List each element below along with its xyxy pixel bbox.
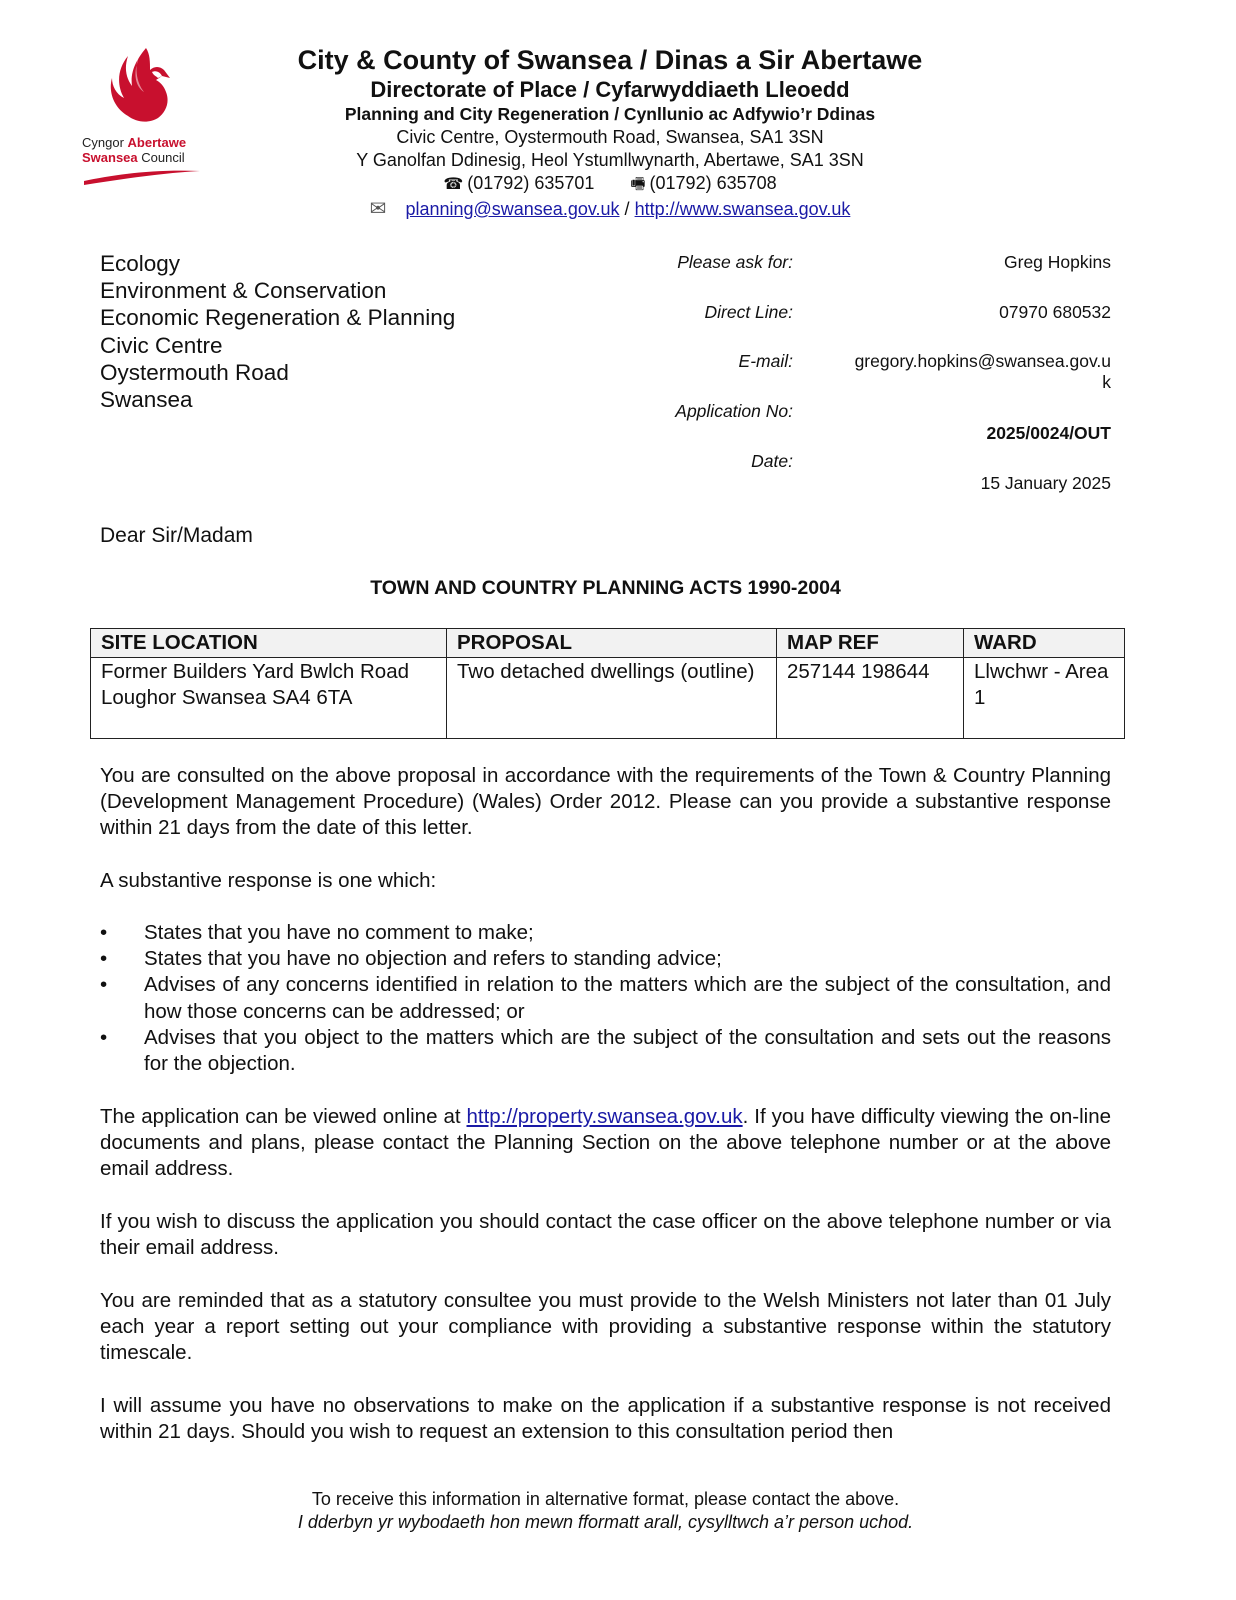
consultation-paragraph: You are consulted on the above proposal in accordance with the requirements of the Town & Country Planning (Development Management Procedure) (Wales) Order 2012. Please can you provide a substantive response within 21 days from the date of this letter. (100, 764, 1111, 840)
logo-welsh-name: Cyngor Abertawe (82, 135, 187, 150)
ward: Llwchwr - Area 1 (964, 658, 1125, 739)
header-site-location: SITE LOCATION (91, 629, 447, 658)
letterhead (280, 44, 940, 222)
page-footer (0, 1488, 1211, 1534)
header-ward: WARD (964, 629, 1125, 658)
list-item: • States that you have no objection and refers to standing advice; (100, 947, 722, 971)
department: Planning and City Regeneration / Cynllunio ac Adfywio’r Ddinas (344, 104, 876, 124)
fax-icon: 🖷 (630, 176, 646, 193)
council-logo (78, 42, 210, 192)
substantive-intro: A substantive response is one which: (100, 869, 437, 892)
application-no-value: 2025/0024/OUT (986, 423, 1111, 443)
application-table (90, 628, 1125, 739)
recipient-address (100, 250, 455, 413)
response-criteria-list (100, 920, 1111, 1077)
address-welsh: Y Ganolfan Ddinesig, Heol Ystumllwynarth, Abertawe, SA1 3SN (356, 150, 864, 170)
phoenix-icon (106, 42, 182, 134)
planning-email-link[interactable]: planning@swansea.gov.uk (405, 199, 620, 219)
case-officer-paragraph: If you wish to discuss the application you should contact the case officer on the above telephone number or via their email address. (100, 1210, 1111, 1260)
date-label: Date: (751, 451, 793, 471)
logo-swoosh (82, 167, 202, 187)
phone-icon: ☎ (443, 176, 464, 193)
salutation: Dear Sir/Madam (100, 524, 253, 547)
online-viewing-paragraph: The application can be viewed online at http://property.swansea.gov.uk. If you have difficulty viewing the on-line documents and plans, please contact the Planning Section on the above telephone number or at the above email address. (100, 1105, 1111, 1181)
ask-for-label: Please ask for: (677, 252, 793, 272)
recipient-line: Economic Regeneration & Planning (100, 305, 456, 331)
address-english: Civic Centre, Oystermouth Road, Swansea, SA1 3SN (396, 127, 824, 147)
direct-line-value: 07970 680532 (999, 302, 1111, 322)
application-no-label: Application No: (675, 401, 793, 421)
direct-line-label: Direct Line: (704, 302, 793, 322)
email-label: E-mail: (738, 351, 793, 371)
map-ref: 257144 198644 (777, 658, 964, 739)
link-separator: / (624, 199, 630, 219)
header-proposal: PROPOSAL (447, 629, 777, 658)
property-portal-link[interactable]: http://property.swansea.gov.uk (466, 1105, 743, 1128)
list-item: • Advises of any concerns identified in relation to the matters which are the subject of the consultation, and how those concerns can be addressed; or (100, 973, 1111, 1023)
recipient-line: Swansea (100, 387, 193, 413)
recipient-line: Oystermouth Road (100, 359, 289, 385)
directorate: Directorate of Place / Cyfarwyddiaeth Lleoedd (370, 77, 850, 102)
list-item: • States that you have no comment to make; (100, 921, 534, 944)
table-header-row (91, 629, 1125, 658)
footer-welsh: I dderbyn yr wybodaeth hon mewn fformatt arall, cysylltwch a’r person uchod. (297, 1512, 914, 1532)
list-item: • Advises that you object to the matters which are the subject of the consultation and sets out the reasons for the objection. (100, 1025, 1111, 1076)
statutory-reminder-paragraph: You are reminded that as a statutory consultee you must provide to the Welsh Ministers not later than 01 July each year a report setting out your compliance with providing a substantive response within the statutory timescale. (100, 1289, 1111, 1365)
logo-english-name: Swansea Council (82, 150, 185, 165)
ask-for-value: Greg Hopkins (1004, 252, 1111, 272)
acts-heading: TOWN AND COUNTRY PLANNING ACTS 1990-2004 (370, 577, 841, 599)
date-value: 15 January 2025 (980, 473, 1111, 493)
recipient-line: Environment & Conservation (100, 278, 387, 304)
header-map-ref: MAP REF (777, 629, 964, 658)
council-title: City & County of Swansea / Dinas a Sir Abertawe (297, 45, 923, 75)
footer-english: To receive this information in alternative format, please contact the above. (311, 1489, 900, 1509)
table-row (91, 658, 1125, 739)
envelope-icon: ✉ (369, 198, 387, 220)
contact-numbers (280, 172, 940, 196)
site-location: Former Builders Yard Bwlch Road Loughor Swansea SA4 6TA (91, 658, 447, 739)
phone-number: (01792) 635701 (467, 173, 595, 193)
officer-email[interactable]: gregory.hopkins@swansea.gov.u k (854, 351, 1111, 392)
website-link[interactable]: http://www.swansea.gov.uk (634, 199, 851, 219)
recipient-line: Civic Centre (100, 332, 223, 358)
recipient-line: Ecology (100, 251, 181, 276)
no-observations-paragraph: I will assume you have no observations to make on the application if a substantive response is not received within 21 days. Should you wish to request an extension to this consultation period then (100, 1394, 1111, 1444)
proposal: Two detached dwellings (outline) (447, 658, 777, 739)
fax-number: (01792) 635708 (649, 173, 777, 193)
contact-links (280, 196, 940, 222)
